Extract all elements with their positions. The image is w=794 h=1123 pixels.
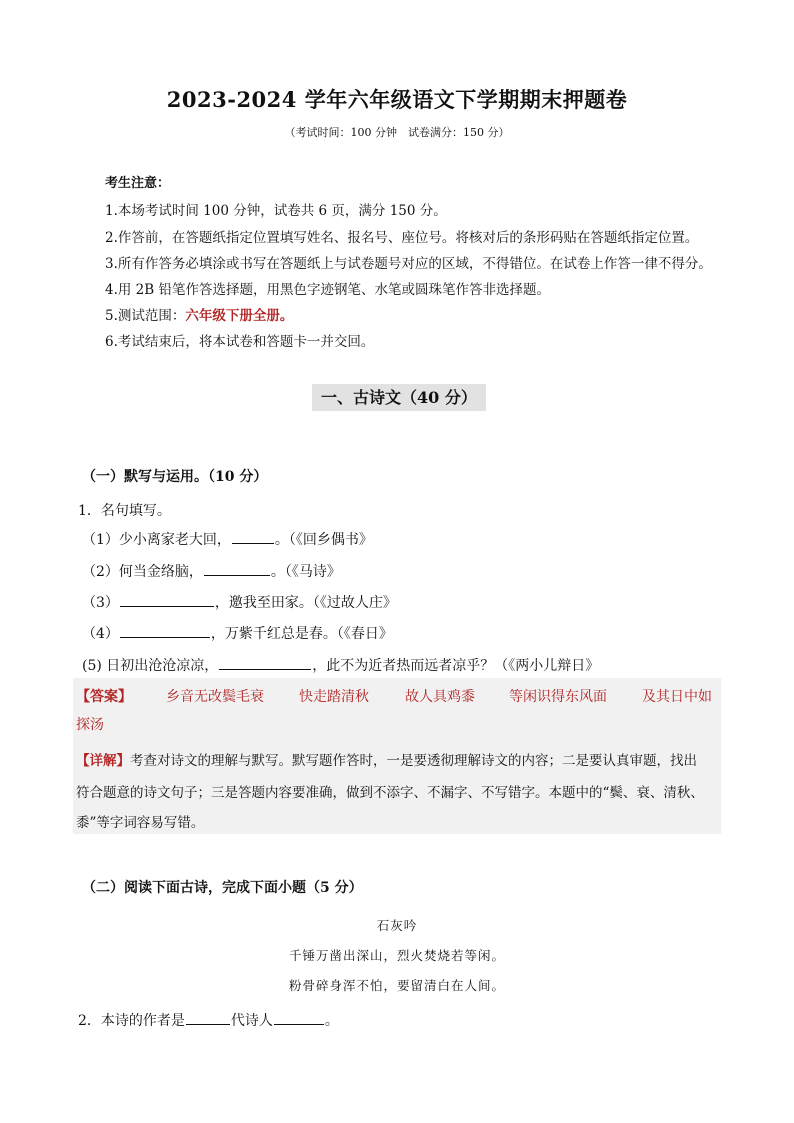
detail-line: 符合题意的诗文句子；三是答题内容要准确，做到不添字、不漏字、不写错字。本题中的“鬓、衰、清秋、 <box>76 785 704 801</box>
fill-item-text: （3） <box>82 595 119 611</box>
part-heading: （一）默写与运用。（10 分） <box>82 469 268 485</box>
answer-blank[interactable] <box>120 636 210 638</box>
question-text: 2．本诗的作者是 <box>78 1013 185 1029</box>
scope-prefix: 5.测试范围： <box>105 308 186 324</box>
notice-heading: 考生注意： <box>105 176 171 191</box>
page-title: 2023-2024 学年六年级语文下学期期末押题卷 <box>166 87 628 112</box>
part-heading: （二）阅读下面古诗，完成下面小题（5 分） <box>82 880 363 896</box>
fill-item <box>82 655 599 675</box>
answer-continuation: 探汤 <box>76 717 104 733</box>
poem-line: 千锤万凿出深山，烈火焚烧若等闲。 <box>288 948 505 963</box>
detail-text: 考查对诗文的理解与默写。默写题作答时，一是要透彻理解诗文的内容；二是要认真审题，找出 <box>130 753 697 769</box>
notice-item: 4.用 2B 铅笔作答选择题，用黑色字迹钢笔、水笔或圆珠笔作答非选择题。 <box>105 282 550 298</box>
fill-item <box>82 623 393 643</box>
detail-line: 黍”等字词容易写错。 <box>76 815 205 831</box>
fill-item-source: 。（《回乡偶书》 <box>274 532 373 548</box>
answer-value: 及其日中如 <box>642 689 712 705</box>
question-text: 。 <box>324 1013 339 1029</box>
question-2 <box>78 1010 339 1030</box>
answer-blank[interactable] <box>219 668 311 670</box>
answer-label: 【答案】 <box>76 689 132 705</box>
poem-line: 粉骨碎身浑不怕，要留清白在人间。 <box>288 978 505 993</box>
fill-item <box>82 529 373 549</box>
fill-item-source: ，邀我至田家。（《过故人庄》 <box>214 595 397 611</box>
answer-blank[interactable] <box>274 1023 324 1025</box>
answer-value: 等闲识得东风面 <box>509 689 607 705</box>
notice-item: 1.本场考试时间 100 分钟，试卷共 6 页，满分 150 分。 <box>105 203 447 219</box>
answer-value: 乡音无改鬓毛衰 <box>166 689 264 705</box>
answer-blank[interactable] <box>120 605 214 607</box>
answer-blank[interactable] <box>232 542 274 544</box>
exam-subtitle: （考试时间：100 分钟 试卷满分：150 分） <box>284 126 510 139</box>
detail-label: 【详解】 <box>76 753 130 769</box>
answer-value: 快走踏清秋 <box>299 689 369 705</box>
question-text: 代诗人 <box>230 1013 273 1029</box>
fill-item-text: (5) 日初出沧沧凉凉， <box>82 658 219 674</box>
fill-item <box>82 561 341 581</box>
scope-value: 六年级下册全册。 <box>185 308 294 324</box>
fill-item-source: ，此不为近者热而远者凉乎？（《两小儿辩日》 <box>312 658 600 674</box>
section-heading: 一、古诗文（40 分） <box>312 384 486 411</box>
notice-item-scope <box>105 304 293 324</box>
notice-item: 2.作答前，在答题纸指定位置填写姓名、报名号、座位号。将核对后的条形码贴在答题纸指定位置。 <box>105 230 699 246</box>
answer-value: 故人具鸡黍 <box>405 689 475 705</box>
fill-item-text: （4） <box>82 626 119 642</box>
fill-item-text: （2）何当金络脑， <box>82 564 203 580</box>
detail-line <box>76 749 697 769</box>
question-title: 1．名句填写。 <box>78 503 171 519</box>
fill-item-text: （1）少小离家老大回， <box>82 532 231 548</box>
fill-item-source: ，万紫千红总是春。（《春日》 <box>210 626 393 642</box>
answer-blank[interactable] <box>186 1023 230 1025</box>
poem-title: 石灰吟 <box>376 918 418 933</box>
fill-item <box>82 592 397 612</box>
answer-blank[interactable] <box>204 574 270 576</box>
notice-item: 6.考试结束后，将本试卷和答题卡一并交回。 <box>105 334 375 350</box>
fill-item-source: 。（《马诗》 <box>270 564 341 580</box>
notice-item: 3.所有作答务必填涂或书写在答题纸上与试卷题号对应的区域，不得错位。在试卷上作答一律不得分。 <box>105 256 712 272</box>
